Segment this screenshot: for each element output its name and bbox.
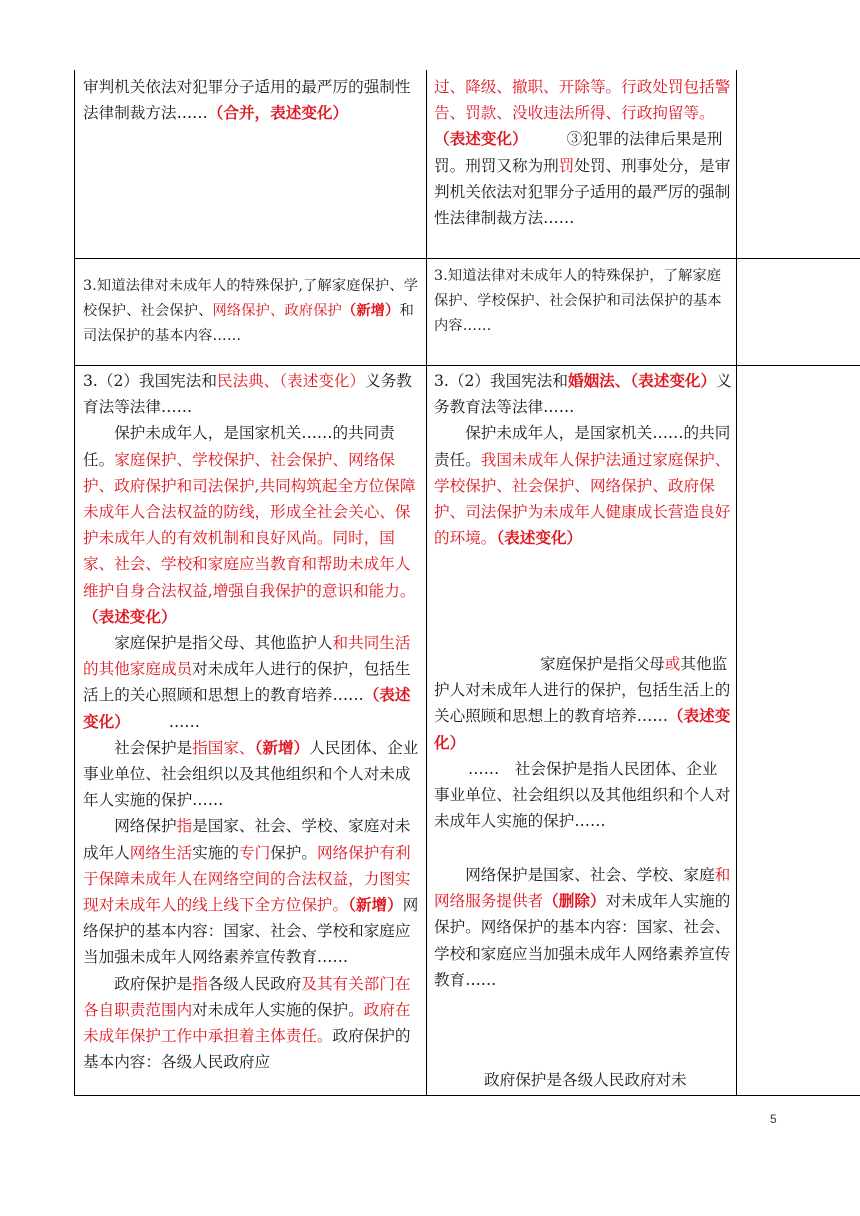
table-border-left	[74, 70, 75, 1096]
row1-left-text: 审判机关依法对犯罪分子适用的最严厉的强制性法律制裁方法……	[83, 78, 411, 123]
page-number: 5	[770, 1112, 777, 1126]
row3-left-para2: 保护未成年人，是国家机关……的共同责任。家庭保护、学校保护、社会保护、网络保护、政府保护和司法保护,共同构筑起全方位保障未成年人合法权益的防线，形成全社会关心、保护未成年人的有效机制和良好风尚。同时，国家、社会、学校和家庭应当教育和帮助未成年人维护自身合法权益,增强自我保护的意识和能力。（表述变化）	[83, 424, 416, 626]
row1-right-red-text: 过、降级、撤职、开除等。行政处罚包括警告、罚款、没收违法所得、行政拘留等。	[434, 78, 731, 123]
row3-right-para3: 家庭保护是指父母或其他监护人对未成年人进行的保护，包括生活上的关心照顾和思想上的教育培养……（表述变化）	[434, 655, 731, 752]
row3-right-para5: 网络保护是国家、社会、学校、家庭和网络服务提供者（删除）对未成年人实施的保护。网络保护的基本内容：国家、社会、学校和家庭应当加强未成年人网络素养宣传教育……	[434, 866, 731, 989]
row2-left-cell	[83, 274, 419, 349]
row-divider-2	[74, 365, 860, 366]
row3-right-para6: 政府保护是各级人民政府对未	[484, 1071, 687, 1089]
row3-left-para1: 3.（2）我国宪法和民法典、（表述变化）义务教育法等法律……	[83, 372, 412, 417]
row3-left-para6: 政府保护是指各级人民政府及其有关部门在各自职责范围内对未成年人实施的保护。政府在未成年保护工作中承担着主体责任。政府保护的基本内容：各级人民政府应	[83, 974, 411, 1072]
comparison-table	[74, 70, 860, 1096]
row2-left-note: （新增）	[342, 303, 400, 319]
row-divider-1	[74, 258, 860, 259]
row1-right-text-a: ③犯罪的法律后果是刑罚。刑罚又称为刑	[434, 130, 723, 175]
row2-right-text: 3.知道法律对未成年人的特殊保护，了解家庭保护、学校保护、社会保护和司法保护的基本内容……	[434, 268, 722, 334]
row3-right-para4: …… 社会保护是指人民团体、企业事业单位、社会组织以及其他组织和个人对未成年人实施的保护……	[434, 760, 731, 831]
column-divider-1	[426, 70, 427, 1096]
row3-left-cell	[83, 368, 419, 1075]
row2-left-text-b: 和司法保护的基本内容……	[83, 303, 414, 344]
row2-left-text-a: 3.知道法律对未成年人的特殊保护,了解家庭保护、学校保护、社会保护、	[83, 278, 419, 319]
row1-right-red-char: 罚	[558, 156, 575, 175]
row1-right-cell	[434, 74, 732, 231]
table-border-bottom	[74, 1095, 860, 1096]
row2-right-cell	[434, 264, 732, 339]
row3-left-para4: 社会保护是指国家、（新增）人民团体、企业事业单位、社会组织以及其他组织和个人对未成年人实施的保护……	[83, 737, 419, 810]
row3-left-para3: 家庭保护是指父母、其他监护人和共同生活的其他家庭成员对未成年人进行的保护，包括生活上的关心照顾和思想上的教育培养……（表述变化） ……	[83, 634, 411, 731]
row1-left-cell	[83, 74, 419, 126]
row1-left-note: （合并，表述变化）	[207, 103, 349, 123]
row2-left-red-text: 网络保护、政府保护	[212, 303, 342, 319]
row1-right-note: （表述变化）	[434, 129, 520, 149]
row3-right-para1: 3.（2）我国宪法和婚姻法、（表述变化）义务教育法等法律…… 保护未成年人，是国家机关……的共同责任。我国未成年人保护法通过家庭保护、学校保护、社会保护、网络保护、政府保护、司法保护为未成年人健康成长营造良好的环境。（表述变化）	[434, 371, 732, 548]
row3-left-para5: 网络保护指是国家、社会、学校、家庭对未成年人网络生活实施的专门保护。网络保护有利于保障未成年人在网络空间的合法权益，力图实现对未成年人的线上线下全方位保护。（新增）网络保护的基本内容：国家、社会、学校和家庭应当加强未成年人网络素养宣传教育……	[83, 817, 419, 967]
column-divider-2	[736, 70, 737, 1096]
row1-right-text-b: 处罚、刑事处分，是审判机关依法对犯罪分子适用的最严厉的强制性法律制裁方法……	[434, 156, 731, 228]
